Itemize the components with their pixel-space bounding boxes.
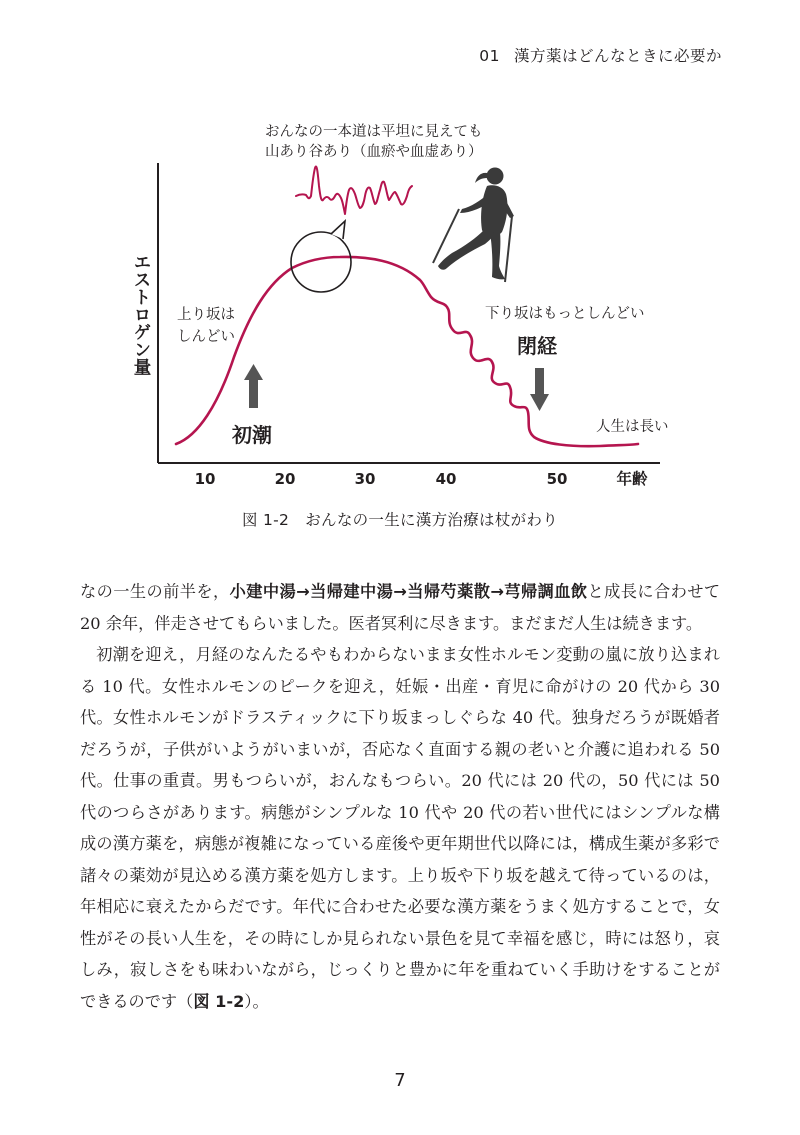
walking-woman-icon <box>433 168 514 283</box>
menarche-label: 初潮 <box>232 423 272 447</box>
x-tick-label: 50 <box>546 470 568 488</box>
menopause-arrow <box>530 368 549 411</box>
zoom-bubble-tail <box>331 221 345 239</box>
chapter-number: 01 <box>479 47 500 65</box>
menarche-arrow <box>244 364 263 408</box>
x-tick-label: 30 <box>354 470 376 488</box>
paragraph-text: なの一生の前半を， <box>80 582 230 601</box>
uphill-label: しんどい <box>177 329 235 345</box>
body-text <box>80 576 720 1017</box>
formula-sequence: 小建中湯→当帰建中湯→当帰芍薬散→芎帰調血飲 <box>229 582 588 601</box>
downhill-label: 下り坂はもっとしんどい <box>485 306 645 322</box>
bubble-text: 山あり谷あり（血瘀や血虚あり） <box>265 144 483 160</box>
figure-caption <box>0 508 800 530</box>
paragraph-text: と成長に合わせて 20 余年，伴走させてもらいました。医者冥利に尽きます。まだまだ人生は続きます。 <box>80 582 721 633</box>
x-tick-label: 10 <box>194 470 216 488</box>
estrogen-lifecycle-figure <box>0 0 800 500</box>
x-tick-label: 40 <box>435 470 457 488</box>
figure-title: おんなの一生に漢方治療は杖がわり <box>305 511 559 529</box>
x-axis-unit: 年齢 <box>616 470 648 488</box>
figure-number: 図 1-2 <box>241 511 290 529</box>
menopause-label: 閉経 <box>517 334 557 358</box>
long-life-label: 人生は長い <box>596 419 669 435</box>
x-tick-label: 20 <box>274 470 296 488</box>
page-number: 7 <box>394 1070 406 1091</box>
paragraph <box>80 639 720 1017</box>
figure-reference: 図 1-2 <box>193 991 245 1011</box>
bubble-text: おんなの一本道は平坦に見えても <box>265 124 483 140</box>
estrogen-curve <box>176 257 638 446</box>
uphill-label: 上り坂は <box>177 307 235 323</box>
y-axis-label: エストロゲン量 <box>131 253 151 376</box>
chapter-title: 漢方薬はどんなときに必要か <box>513 47 722 65</box>
zoom-bubble <box>291 232 351 292</box>
paragraph <box>80 576 720 639</box>
paragraph-text: ）。 <box>244 991 269 1011</box>
zigzag-waveform <box>296 167 412 214</box>
paragraph-text: 初潮を迎え，月経のなんたるやもわからないまま女性ホルモン変動の嵐に放り込まれる 10 代。女性ホルモンのピークを迎え，妊娠・出産・育児に命がけの 20 代から 30 代。女性ホルモンがドラスティックに下り坂まっしぐらな 40 代。独身だろうが既婚者だろうが，子供がいようがいまいが，否応なく直面する親の老いと介護に追われる 50 代。仕事の重責。男もつらいが，おんなもつらい。20 代には 20 代の，50 代には 50 代のつらさがあります。病態がシンプルな 10 代や 20 代の若い世代にはシンプルな構成の漢方薬を，病態が複雑になっている産後や更年期世代以降には，構成生薬が多彩で諸々の薬効が見込める漢方薬を処方します。上り坂や下り坂を越えて待っているのは，年相応に衰えたからだです。年代に合わせた必要な漢方薬をうまく処方することで，女性がその長い人生を，その時にしか見られない景色を見て幸福を感じ，時には怒り，哀しみ，寂しさをも味わいながら，じっくりと豊かに年を重ねていく手助けをすることができるのです（ <box>80 645 720 1011</box>
